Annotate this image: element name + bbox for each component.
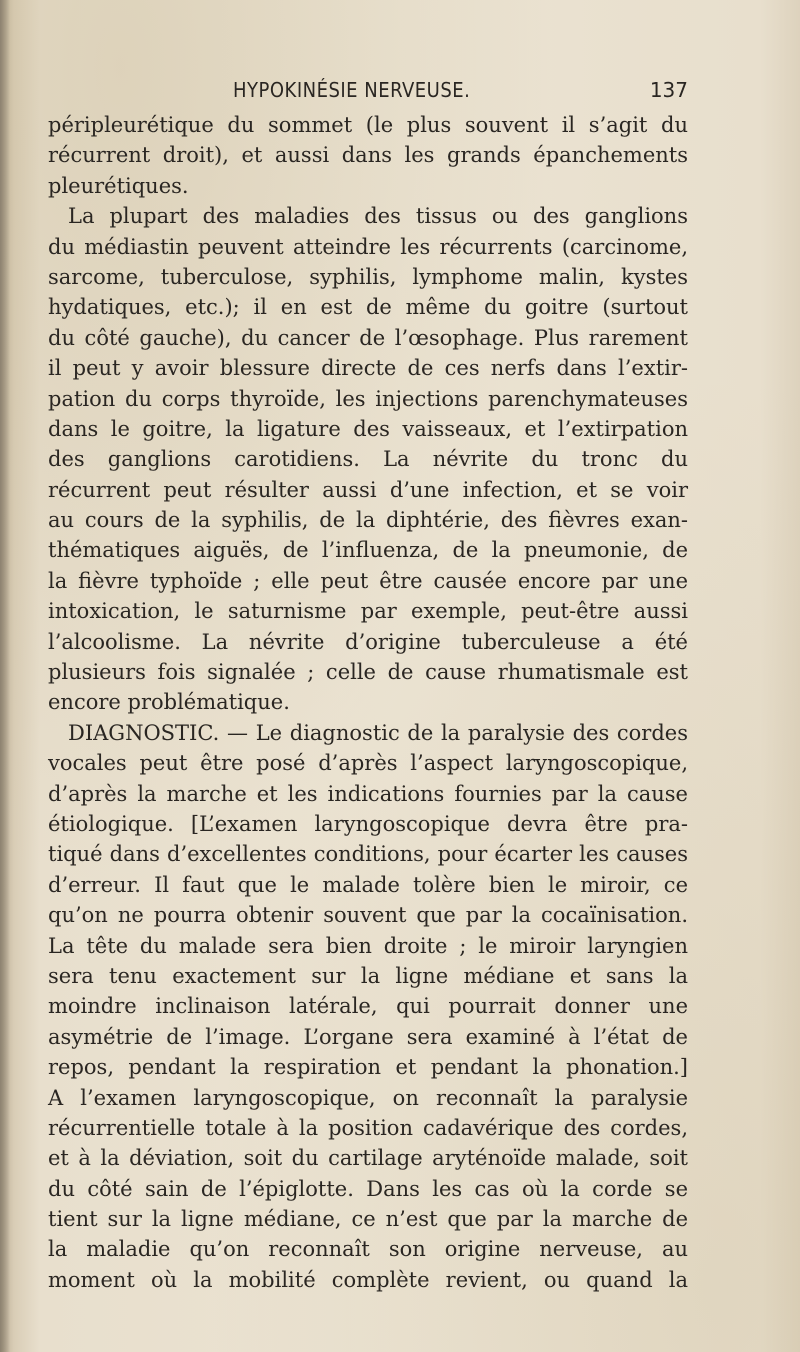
text-line: sera tenu exactement sur la ligne médiane et sans la	[48, 963, 688, 988]
text-line: péripleurétique du sommet (le plus souvent il s’agit du	[48, 113, 688, 137]
text-line: récurrent droit), et aussi dans les grands épanchements	[48, 143, 688, 168]
text-line: des ganglions carotidiens. La névrite du tronc du	[48, 447, 688, 472]
text-line: La plupart des maladies des tissus ou des ganglions	[68, 204, 688, 229]
text-line: il peut y avoir blessure directe de ces nerfs dans l’extir-	[48, 356, 688, 381]
text-line: moment où la mobilité complète revient, ou quand la	[48, 1267, 688, 1292]
text-line: du médiastin peuvent atteindre les récurrents (carcinome,	[48, 234, 688, 259]
text-line: hydatiques, etc.); il en est de même du goitre (surtout	[48, 295, 688, 320]
text-line: plusieurs fois signalée ; celle de cause rhumatismale est	[48, 660, 688, 685]
text-line: la maladie qu’on reconnaît son origine nerveuse, au	[48, 1237, 688, 1262]
text-line: tiqué dans d’excellentes conditions, pour écarter les causes	[48, 842, 688, 867]
text-line: au cours de la syphilis, de la diphtérie, des fièvres exan-	[48, 508, 688, 533]
body-text	[48, 110, 688, 1295]
text-line: d’erreur. Il faut que le malade tolère bien le miroir, ce	[48, 872, 688, 897]
text-line: repos, pendant la respiration et pendant la phonation.]	[48, 1055, 688, 1080]
text-line: et à la déviation, soit du cartilage aryténoïde malade, soit	[48, 1146, 688, 1171]
text-line: asymétrie de l’image. L’organe sera examiné à l’état de	[48, 1024, 688, 1049]
text-line: intoxication, le saturnisme par exemple, peut-être aussi	[48, 599, 688, 624]
text-line: pleurétiques.	[48, 173, 189, 198]
text-line: thématiques aiguës, de l’influenza, de la pneumonie, de	[48, 538, 688, 563]
text-line: A l’examen laryngoscopique, on reconnaît la paralysie	[48, 1085, 688, 1110]
text-line: récurrent peut résulter aussi d’une infection, et se voir	[48, 477, 688, 502]
text-line: l’alcoolisme. La névrite d’origine tuberculeuse a été	[48, 629, 688, 654]
running-head: HYPOKINÉSIE NERVEUSE.	[233, 78, 471, 102]
text-line: du côté gauche), du cancer de l’œsophage. Plus rarement	[48, 325, 688, 350]
text-line: tient sur la ligne médiane, ce n’est que par la marche de	[48, 1207, 688, 1232]
page-header	[48, 74, 688, 114]
text-line: dans le goitre, la ligature des vaisseaux, et l’extirpation	[48, 416, 688, 441]
text-line: La tête du malade sera bien droite ; le miroir laryngien	[48, 933, 688, 958]
page-spine-shadow	[0, 0, 10, 1352]
text-line: pation du corps thyroïde, les injections parenchymateuses	[48, 386, 688, 411]
text-line: étiologique. [L’examen laryngoscopique devra être pra-	[48, 811, 688, 836]
text-line: DIAGNOSTIC. — Le diagnostic de la paralysie des cordes	[68, 720, 688, 745]
text-line: récurrentielle totale à la position cadavérique des cordes,	[48, 1115, 688, 1140]
page-number: 137	[649, 78, 688, 102]
text-line: la fièvre typhoïde ; elle peut être causée encore par une	[48, 568, 688, 593]
text-line: vocales peut être posé d’après l’aspect laryngoscopique,	[48, 751, 688, 776]
text-line: d’après la marche et les indications fournies par la cause	[48, 781, 688, 806]
text-line: encore problématique.	[48, 690, 290, 715]
text-line: qu’on ne pourra obtenir souvent que par la cocaïnisation.	[48, 903, 688, 928]
text-line: moindre inclinaison latérale, qui pourrait donner une	[48, 994, 688, 1019]
text-line: sarcome, tuberculose, syphilis, lymphome malin, kystes	[48, 264, 688, 289]
text-line: du côté sain de l’épiglotte. Dans les cas où la corde se	[48, 1176, 688, 1201]
